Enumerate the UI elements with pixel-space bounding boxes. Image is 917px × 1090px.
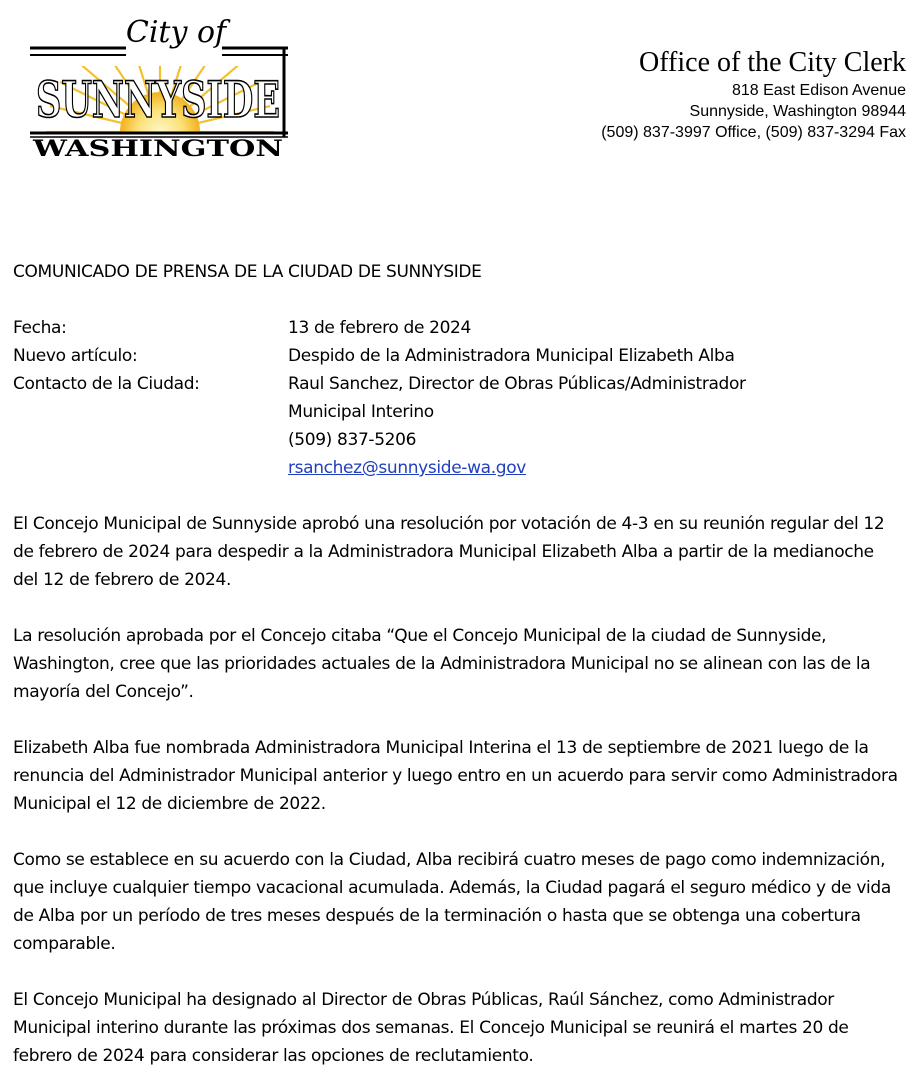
date-value: 13 de febrero de 2024 [288, 318, 471, 338]
press-release-heading: COMUNICADO DE PRENSA DE LA CIUDAD DE SUNNYSIDE [13, 262, 482, 282]
contact-phone: (509) 837-5206 [288, 430, 417, 450]
paragraph-2: La resolución aprobada por el Concejo citaba “Que el Concejo Municipal de la ciudad de Sunnyside, Washington, cree que las prioridades actuales de la Administradora Municipal no se alinean con las de la mayoría del Concejo”. [13, 626, 871, 702]
city-of-sunnyside-logo [26, 6, 294, 162]
paragraph-4: Como se establece en su acuerdo con la Ciudad, Alba recibirá cuatro meses de pago como indemnización, que incluye cualquier tiempo vacacional acumulada. Además, la Ciudad pagará el seguro médico y de vida de Alba por un período de tres meses después de la terminación o hasta que se obtenga una cobertura comparable. [13, 850, 891, 954]
contact-name: Raul Sanchez, Director de Obras Públicas/Administrador [288, 374, 746, 394]
article-value: Despido de la Administradora Municipal Elizabeth Alba [288, 346, 735, 366]
date-label: Fecha: [13, 318, 67, 338]
office-header [601, 46, 906, 143]
article-label: Nuevo artículo: [13, 346, 138, 366]
logo-main-text: SUNNYSIDE [36, 70, 280, 129]
contact-value [288, 370, 903, 482]
logo-bottom-text: WASHINGTON [31, 136, 283, 162]
contact-label: Contacto de la Ciudad: [13, 374, 200, 394]
office-phone-line: (509) 837-3997 Office, (509) 837-3294 Fax [601, 124, 906, 141]
contact-row [13, 370, 903, 482]
press-release-meta [13, 314, 903, 482]
date-row [13, 314, 903, 342]
contact-name-cont: Municipal Interino [288, 402, 434, 422]
article-row [13, 342, 903, 370]
press-release [13, 258, 903, 1070]
contact-email-link[interactable]: rsanchez@sunnyside-wa.gov [288, 458, 526, 478]
paragraph-5: El Concejo Municipal ha designado al Director de Obras Públicas, Raúl Sánchez, como Administrador Municipal interino durante las próximas dos semanas. El Concejo Municipal se reunirá el martes 20 de febrero de 2024 para considerar las opciones de reclutamiento. [13, 990, 849, 1066]
city-logo [26, 6, 294, 162]
office-title: Office of the City Clerk [639, 47, 906, 78]
office-address-line1: 818 East Edison Avenue [731, 82, 906, 99]
paragraph-3: Elizabeth Alba fue nombrada Administradora Municipal Interina el 13 de septiembre de 2021 luego de la renuncia del Administrador Municipal anterior y luego entro en un acuerdo para servir como Administradora Municipal el 12 de diciembre de 2022. [13, 738, 898, 814]
office-address-line2: Sunnyside, Washington 98944 [689, 103, 906, 120]
logo-top-text: City of [125, 15, 227, 50]
paragraph-1: El Concejo Municipal de Sunnyside aprobó una resolución por votación de 4-3 en su reunión regular del 12 de febrero de 2024 para despedir a la Administradora Municipal Elizabeth Alba a partir de la medianoche del 12 de febrero de 2024. [13, 514, 885, 590]
